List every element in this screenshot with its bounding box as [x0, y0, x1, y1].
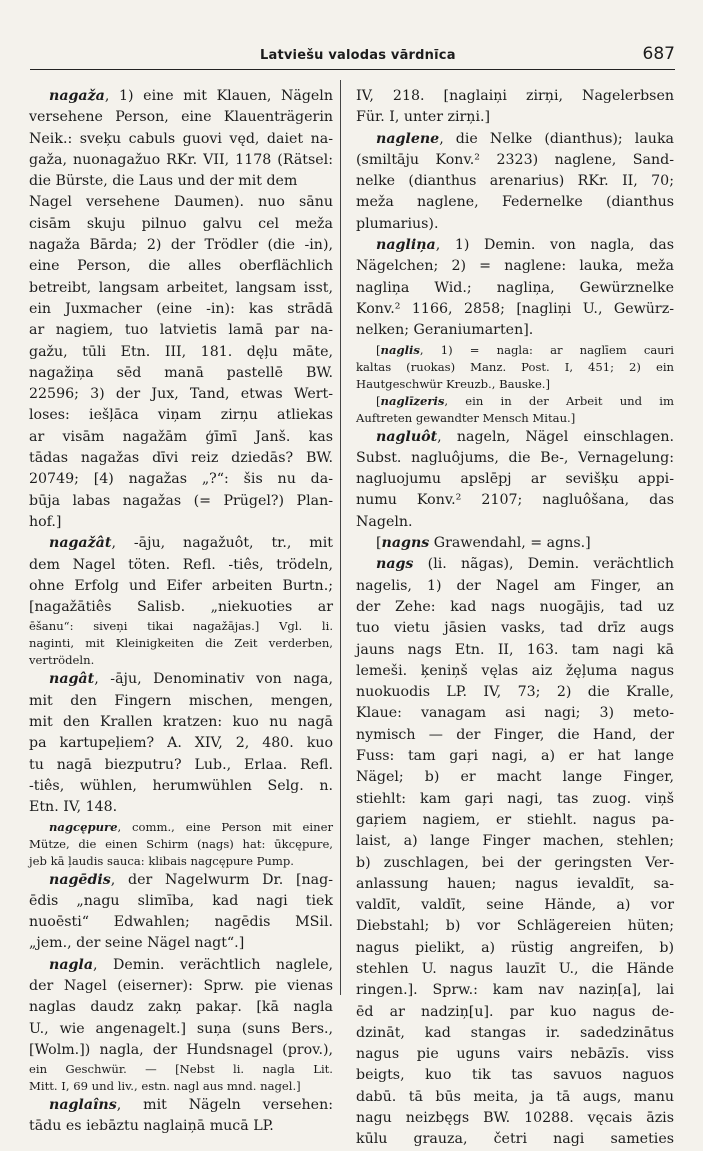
running-header: [30, 42, 675, 68]
entry-line: 22596; 3) der Jux, Tand, etwas Wert-: [29, 386, 333, 403]
entry-line: dzināt, kad stangas ir. sadedzinātus: [356, 1024, 674, 1041]
entry-first-line: nagla, Demin. verächtlich naglele,: [49, 956, 333, 973]
entry-line: Mitt. I, 69 und liv., estn. nagl aus mnd. nagel.]: [29, 1079, 301, 1094]
entry-line: naginti, mit Kleinigkeiten die Zeit verderben,: [29, 636, 333, 651]
entry-line: gaža, nuonagažuo RKr. VII, 1178 (Rätsel:: [29, 151, 333, 168]
entry-line: jeb kā ļaudis sauca: klibais nagcępure Pump.: [29, 853, 294, 868]
entry-line: ēd ar nadziņ[u]. par kuo nagus de-: [356, 1003, 674, 1020]
entry-line: die Bürste, die Laus und der mit dem: [29, 173, 298, 190]
entry-line: ar nagiem, tuo latvietis lamā par na-: [29, 322, 333, 339]
entry-line: Subst. nagluôjums, die Be-, Vernagelung:: [356, 449, 674, 466]
entry-first-line: [naglīzeris, ein in der Arbeit und im: [376, 393, 674, 408]
entry-line: stiehlt: kam gaŗi nagi, tas zuog. viņš: [356, 790, 674, 807]
entry-line: [Wolm.]) nagla, der Hundsnagel (prov.),: [29, 1041, 333, 1058]
entry-line: numu Konv.² 2107; nagluôšana, das: [356, 492, 674, 509]
entry-line: nymisch — der Finger, die Hand, der: [356, 726, 674, 743]
entry-line: ar visām nagažām ģīmī Janš. kas: [29, 428, 333, 445]
entry-line: Nägel; b) er macht lange Finger,: [356, 769, 674, 786]
entry-line: hof.]: [29, 513, 62, 530]
entry-line: Nageln.: [356, 513, 413, 530]
entry-line: nagaža Bārda; 2) der Trödler (die -in),: [29, 237, 333, 254]
entry-line: vertrödeln.: [29, 653, 95, 668]
entry-line: loses: iešļāca viņam zirņu atliekas: [29, 407, 333, 424]
entry-first-line: nagaža, 1) eine mit Klauen, Nägeln: [49, 88, 333, 104]
entry-line: Etn. IV, 148.: [29, 799, 118, 816]
entry-line: Nagel versehene Daumen). nuo sānu: [29, 194, 333, 211]
entry-line: cisām skuju pilnuo galvu cel meža: [29, 215, 333, 232]
entry-line: eine Person, die alles oberflächlich: [29, 258, 333, 275]
entry-line: nagu neizbęgs BW. 10288. vęcais āzis: [356, 1110, 674, 1127]
entry-line: Nägelchen; 2) = naglene: lauka, meža: [356, 258, 674, 275]
entry-line: ēšanu“: siveņi tikai nagažājas.] Vgl. li.: [29, 619, 333, 634]
entry-line: naglas daudz zakņ pakaŗ. [kā nagla: [29, 999, 333, 1016]
entry-first-line: [nagns Grawendahl, = agns.]: [376, 535, 591, 552]
page-number: 687: [642, 44, 675, 64]
entry-first-line: nagât, -āju, Denominativ von naga,: [49, 671, 333, 688]
entry-line: b) zuschlagen, bei der geringsten Ver-: [356, 854, 674, 871]
entry-line: nuoēsti“ Edwahlen; nagēdis MSil.: [29, 914, 333, 931]
right-column: [356, 86, 674, 1151]
entry-line: valdīt, valdīt, seine Hände, a) vor: [356, 897, 674, 914]
entry-line: versehene Person, eine Klauenträgerin: [29, 109, 333, 126]
entry-line: U., wie angenagelt.] suņa (suns Bers.,: [29, 1020, 333, 1037]
entry-first-line: nagcępure, comm., eine Person mit einer: [49, 819, 333, 834]
entry-line: Hautgeschwür Kreuzb., Bauske.]: [356, 376, 551, 391]
entry-line: nelken; Geraniumarten].: [356, 322, 534, 339]
entry-line: dabū. tā būs meita, ja tā augs, manu: [356, 1088, 674, 1105]
entry-line: kūlu grauza, četri nagi sameties: [356, 1131, 674, 1148]
entry-line: ein Geschwür. — [Nebst li. nagla Lit.: [29, 1062, 333, 1077]
entry-line: der Zehe: kad nags nuogājis, tad uz: [356, 598, 674, 615]
entry-first-line: nagēdis, der Nagelwurm Dr. [nag-: [49, 871, 333, 888]
entry-line: jauns nags Etn. II, 163. tam nagi kā: [356, 641, 674, 658]
entry-line: laist, a) lange Finger machen, stehlen;: [356, 833, 674, 850]
entry-line: nagažiņa sēd manā pastellē BW.: [29, 364, 333, 381]
entry-line: Fuss: tam gaŗi nagi, a) er hat lange: [356, 748, 674, 765]
header-rule: [30, 69, 675, 70]
entry-line: [nagažātiês Salisb. „niekuoties ar: [29, 599, 333, 616]
entry-line: Konv.² 1166, 2858; [nagliņi U., Gewürz-: [356, 300, 674, 317]
entry-line: tādu es iebāztu naglaiņā mucā LP.: [29, 1118, 274, 1135]
entry-line: gažu, tūli Etn. III, 181. dęļu māte,: [29, 343, 333, 360]
column-divider: [340, 80, 341, 995]
entry-line: nuokuodis LP. IV, 73; 2) die Kralle,: [356, 684, 674, 701]
entry-first-line: nags (li. nãgas), Demin. verächtlich: [376, 556, 674, 573]
entry-line: pa kartupeļiem? A. XIV, 2, 480. kuo: [29, 735, 333, 752]
entry-line: tādas nagažas dīvi reiz dziedās? BW.: [29, 450, 333, 467]
entry-line: Klaue: vanagam asi nagi; 3) meto-: [356, 705, 674, 722]
entry-line: ringen.]. Sprw.: kam nav naziņ[a], lai: [356, 982, 674, 999]
entry-line: nagliņa Wid.; nagliņa, Gewürznelke: [356, 279, 674, 296]
entry-line: tu nagā biezputru? Lub., Erlaa. Refl.: [29, 756, 333, 773]
entry-first-line: nagliņa, 1) Demin. von nagla, das: [376, 237, 674, 254]
entry-line: meža naglene, Federnelke (dianthus: [356, 194, 674, 211]
entry-line: nelke (dianthus arenarius) RKr. II, 70;: [356, 173, 674, 190]
entry-line: būja labas nagažas (= Prügel?) Plan-: [29, 492, 333, 509]
entry-line: der Nagel (eiserner): Sprw. pie vienas: [29, 977, 333, 994]
entry-line: stehlen U. nagus lauzīt U., die Hände: [356, 960, 674, 977]
entry-line: nagelis, 1) der Nagel am Finger, an: [356, 577, 674, 594]
entry-line: tuo vietu jāsien vasks, tad drīz augs: [356, 620, 674, 637]
entry-line: beigts, kuo tik tas savuos naguos: [356, 1067, 674, 1084]
entry-line: -tiês, wühlen, herumwühlen Selg. n.: [29, 777, 333, 794]
entry-line: gaŗiem nagiem, er stiehlt. nagus pa-: [356, 811, 674, 828]
entry-line: „jem., der seine Nägel nagt“.]: [29, 935, 245, 952]
entry-line: plumarius).: [356, 215, 439, 232]
left-column: [29, 86, 333, 1138]
entry-line: Neik.: sveķu cabuls guovi vęd, daiet na-: [29, 130, 333, 147]
entry-line: (smiltāju Konv.² 2323) naglene, Sand-: [356, 151, 674, 168]
entry-line: nagus pielikt, a) rüstig angreifen, b): [356, 939, 674, 956]
entry-line: lemeši. ķeniņš vęlas aiz žęļuma nagus: [356, 662, 674, 679]
dictionary-title: Latviešu valodas vārdnīca: [260, 48, 456, 63]
entry-first-line: naglaîns, mit Nägeln versehen:: [49, 1097, 333, 1114]
entry-line: IV, 218. [naglaiņi zirņi, Nagelerbsen: [356, 88, 674, 104]
entry-line: ein Juxmacher (eine -in): kas strādā: [29, 300, 333, 317]
entry-line: nagus pie uguns vairs nebāzīs. viss: [356, 1046, 674, 1063]
entry-line: 20749; [4) nagažas „?“: šis nu da-: [29, 471, 333, 488]
entry-line: nagluojumu apslēpj ar sevišķu appi-: [356, 471, 674, 488]
entry-line: mit den Krallen kratzen: kuo nu nagā: [29, 714, 333, 731]
entry-first-line: naglene, die Nelke (dianthus); lauka: [376, 130, 674, 147]
entry-line: anlassung hauen; nagus ievaldīt, sa-: [356, 875, 674, 892]
entry-line: ohne Erfolg und Eifer arbeiten Burtn.;: [29, 577, 333, 594]
entry-line: Auftreten gewandter Mensch Mitau.]: [356, 410, 576, 425]
entry-line: Für. I, unter zirņi.]: [356, 109, 491, 126]
entry-line: mit den Fingern mischen, mengen,: [29, 692, 333, 709]
entry-line: Diebstahl; b) vor Schlägereien hüten;: [356, 918, 674, 935]
entry-first-line: nagažât, -āju, nagažuôt, tr., mit: [49, 535, 333, 552]
entry-line: ēdis „nagu slimība, kad nagi tiek: [29, 892, 333, 909]
entry-line: Mütze, die einen Schirm (nags) hat: ūkcępure,: [29, 836, 333, 851]
entry-line: kaltas (ruokas) Manz. Post. I, 451; 2) ein: [356, 359, 674, 374]
entry-line: dem Nagel töten. Refl. -tiês, trödeln,: [29, 556, 333, 573]
entry-first-line: nagluôt, nageln, Nägel einschlagen.: [376, 428, 674, 445]
entry-first-line: [naglis, 1) = nagla: ar naglīem cauri: [376, 342, 674, 357]
entry-line: betreibt, langsam arbeitet, langsam isst,: [29, 279, 333, 296]
